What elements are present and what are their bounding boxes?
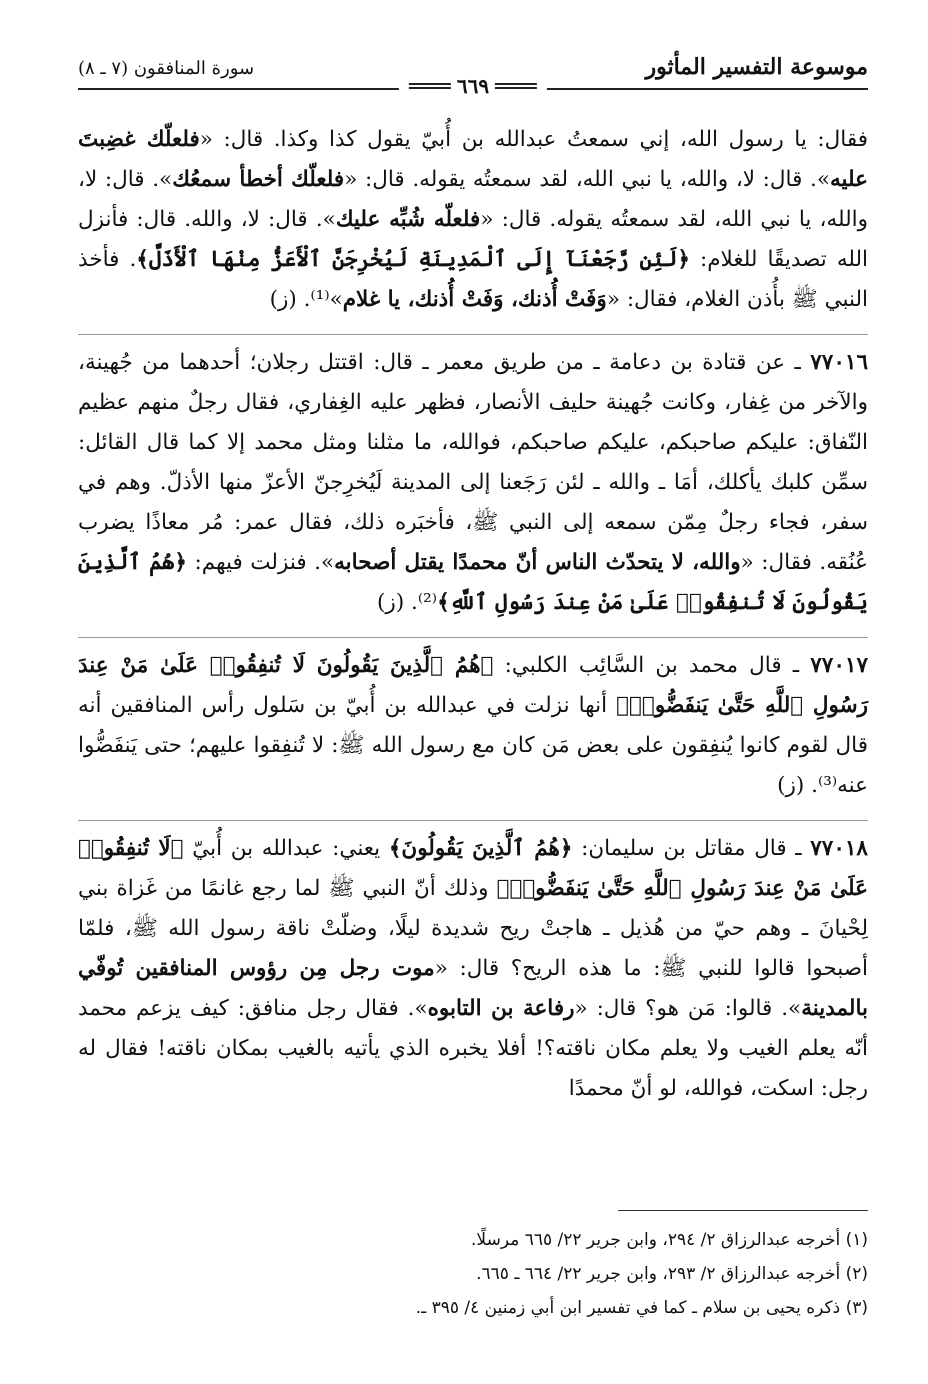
text-segment: . فأخذ النبي ﷺ بأُذن الغلام، فقال: « bbox=[78, 247, 868, 312]
text-segment: ». فنزلت فيهم: bbox=[186, 550, 335, 575]
footnote: (٢) أخرجه عبدالرزاق ٢/ ٢٩٣، وابن جرير ٢٢/ ٦٦٤ ـ ٦٦٥. bbox=[476, 1264, 868, 1284]
text-segment: ». قال: لا، والله. قال: فأنزل الله تصديقًا للغلام: bbox=[78, 207, 869, 272]
text-segment: ». قال: لا، والله، يا نبي الله، لقد سمعتُه يقوله. قال: « bbox=[344, 167, 831, 192]
quoted-saying: فلعلّك أخطأ سمعُك bbox=[172, 167, 345, 192]
footnote: (٣) ذكره يحيى بن سلام ـ كما في تفسير ابن أبي زمنين ٤/ ٣٩٥ ـ. bbox=[415, 1298, 868, 1318]
quran-verse: ﴿هُمُ ٱلَّذِينَ يَقُولُونَ﴾ bbox=[388, 836, 573, 861]
text-segment: فقال: يا رسول الله، إني سمعتُ عبدالله بن أُبيّ يقول كذا وكذا. قال: « bbox=[199, 127, 868, 152]
book-title: موسوعة التفسير المأثور bbox=[645, 54, 868, 80]
quran-verse: ﴿هُمُ ٱلَّذِينَ يَقُولُونَ لَا تُنفِقُوا۟ عَلَىٰ مَنْ عِندَ رَسُولِ ٱللَّهِ حَتَّىٰ يَنفَضُّوا۟﴾ bbox=[78, 653, 868, 718]
quoted-saying: موت رجل مِن رؤوس المنافقين تُوفّي بالمدينة bbox=[78, 956, 869, 1021]
quran-verse: ﴿لَا تُنفِقُوا۟ عَلَىٰ مَنْ عِندَ رَسُولِ ٱللَّهِ حَتَّىٰ يَنفَضُّوا۟﴾ bbox=[78, 836, 868, 901]
running-header bbox=[78, 40, 868, 98]
quran-verse: ﴿هُمُ ٱلَّذِينَ يَقُولُونَ لَا تُنفِقُوا۟ عَلَىٰ مَنْ عِندَ رَسُولِ ٱللَّهِ﴾ bbox=[78, 550, 868, 615]
text-segment: ⁽²⁾. (ز) bbox=[377, 590, 438, 615]
quoted-saying: فلعلّه شُبِّه عليك bbox=[335, 207, 481, 232]
narration-entry bbox=[78, 820, 868, 1109]
text-segment: ». قال: لا، والله، يا نبي الله، لقد سمعتُه يقوله. قال: « bbox=[78, 167, 868, 232]
text-segment: ». فقال رجل منافق: كيف يزعم محمد أنّه يعلم الغيب ولا يعلم مكان ناقته؟! أفلا يخبره الذي يأتيه بالغيب بمكان ناقته! فقال له رجل: اسكت، فوالله، لو أنّ محمدًا bbox=[78, 996, 868, 1101]
text-segment: يعني: عبدالله بن أُبيّ bbox=[183, 836, 389, 861]
quoted-saying: فلعلّك غضِبتَ عليه bbox=[78, 127, 868, 192]
entry-number: ٧٧٠١٨ bbox=[810, 836, 868, 861]
text-segment: ـ قال مقاتل بن سليمان: bbox=[572, 836, 802, 861]
text-segment: »⁽¹⁾. (ز) bbox=[269, 287, 343, 312]
narration-entry bbox=[78, 637, 868, 806]
text-segment: وذلك أنّ النبي ﷺ لما رجع غانمًا من غَزاة بني لِحْيانَ ـ وهم حيّ من هُذيل ـ هاجتْ ريح شديدة ليلًا، وضلّتْ ناقة رسول الله ﷺ، فلمّا أصبحوا قالوا للنبي ﷺ: ما هذه الريح؟ قال: « bbox=[78, 876, 869, 981]
quoted-saying: والله، لا يتحدّث الناس أنّ محمدًا يقتل أصحابه bbox=[334, 550, 741, 575]
text-paragraph bbox=[78, 120, 868, 320]
book-page bbox=[78, 40, 868, 1340]
page-number-container bbox=[399, 74, 547, 98]
quran-verse: ﴿لَئِن رَّجَعْنَآ إِلَى ٱلْمَدِينَةِ لَيُخْرِجَنَّ ٱلْأَعَزُّ مِنْهَا ٱلْأَذَلَّ﴾ bbox=[136, 247, 690, 272]
text-segment: أنها نزلت في عبدالله بن أُبيّ بن سَلول رأس المنافقين أنه قال لقوم كانوا يُنفِقون على بعض مَن كان مع رسول الله ﷺ: لا تُنفِقوا عليهم؛ حتى يَنفَضُّوا عنه⁽³⁾. (ز) bbox=[78, 693, 868, 798]
text-segment: ـ عن قتادة بن دعامة ـ من طريق معمر ـ قال: اقتتل رجلان؛ أحدهما من جُهينة، والآخر من غِفار، وكانت جُهينة حليف الأنصار، فظهر عليه الغِفاري، فقال رجلٌ منهم عظيم النّفاق: عليكم صاحبكم، عليكم صاحبكم، فوالله، ما مثلنا ومثل محمد إلا كما قال القائل: سمِّن كلبك يأكلك، أمَا ـ والله ـ لئن رَجَعنا إلى المدينة لَيُخرِجنّ الأعزّ منها الأذلّ. وهم في سفر، فجاء رجلٌ مِمّن سمعه إلى النبي ﷺ، فأخبَره ذلك، فقال عمر: مُر معاذًا يضرب عُنُقه. فقال: « bbox=[78, 350, 868, 575]
footnote: (١) أخرجه عبدالرزاق ٢/ ٢٩٤، وابن جرير ٢٢/ ٦٦٥ مرسلًا. bbox=[471, 1230, 868, 1250]
quoted-saying: رفاعة بن التابوه bbox=[427, 996, 575, 1021]
narration-entry bbox=[78, 334, 868, 623]
entry-number: ٧٧٠١٧ bbox=[810, 653, 868, 678]
quoted-saying: وَفَتْ أُذنك، وَفَتْ أُذنك، يا غلام bbox=[342, 287, 607, 312]
right-ornament-icon bbox=[495, 81, 537, 91]
surah-title: سورة المنافقون (٧ ـ ٨) bbox=[78, 58, 255, 79]
entry-number: ٧٧٠١٦ bbox=[810, 350, 868, 375]
left-ornament-icon bbox=[409, 81, 451, 91]
footnote-divider bbox=[618, 1210, 868, 1211]
main-text bbox=[78, 120, 868, 1109]
page-number: ٦٦٩ bbox=[456, 74, 490, 98]
text-segment: ـ قال محمد بن السَّائِب الكلبي: bbox=[493, 653, 800, 678]
footnotes bbox=[78, 1210, 868, 1325]
text-segment: ». قالوا: مَن هو؟ قال: « bbox=[574, 996, 802, 1021]
